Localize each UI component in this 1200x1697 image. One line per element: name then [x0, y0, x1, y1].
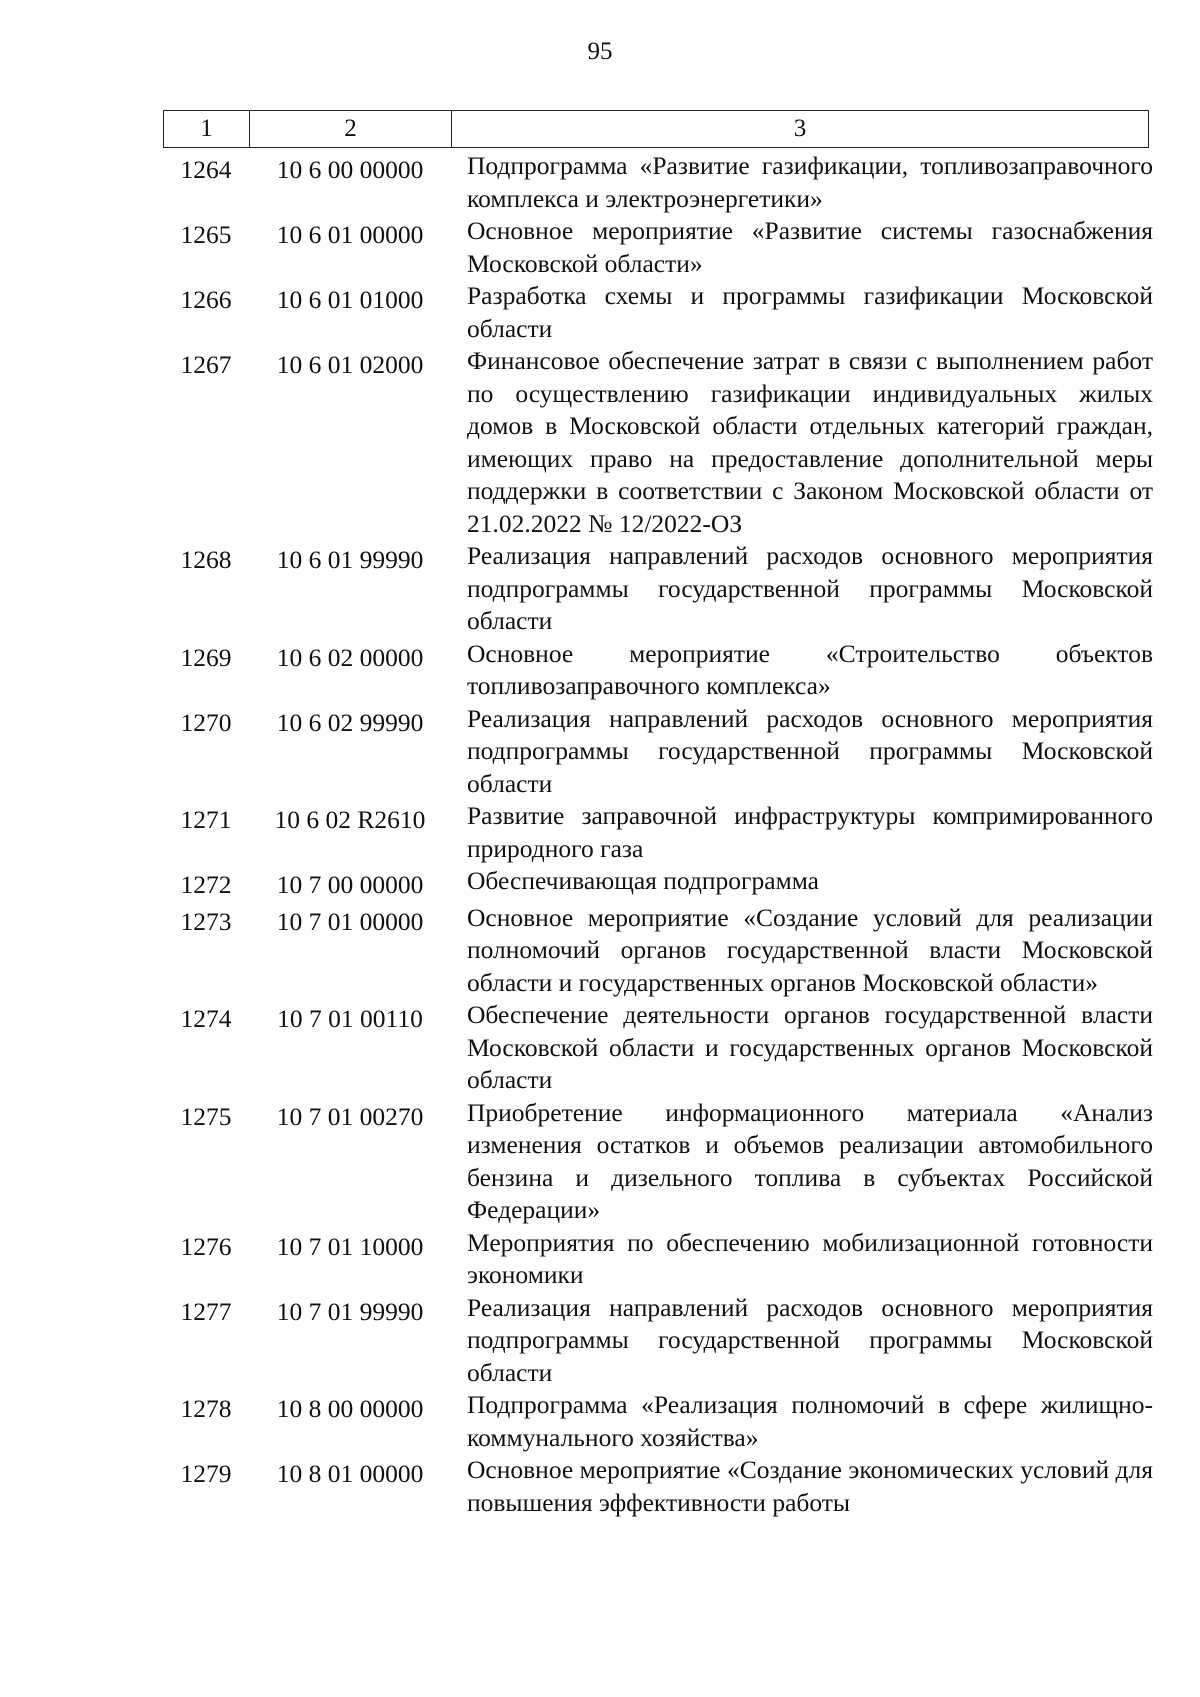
row-description: Основное мероприятие «Создание экономических условий для повышения эффективности работы [467, 1455, 1153, 1517]
table-row [163, 1292, 1153, 1390]
table-row [163, 902, 1153, 1000]
row-number: 1267 [180, 350, 232, 379]
row-description: Реализация направлений расходов основного мероприятия подпрограммы государственной программы Московской области [467, 703, 1153, 798]
row-code: 10 7 01 99990 [276, 1296, 424, 1326]
row-number: 1275 [180, 1101, 232, 1131]
row-description: Подпрограмма «Реализация полномочий в сфере жилищно-коммунального хозяйства» [467, 1390, 1153, 1452]
row-description: Обеспечивающая подпрограмма [467, 866, 819, 895]
row-code: 10 6 01 99990 [276, 545, 424, 574]
page-number: 95 [587, 38, 613, 65]
table-row [163, 1227, 1153, 1292]
table-body [163, 150, 1153, 1519]
table-header [163, 110, 1149, 148]
row-description: Развитие заправочной инфраструктуры компримированного природного газа [467, 801, 1153, 863]
table-row [163, 280, 1153, 345]
row-description: Основное мероприятие «Строительство объектов топливозаправочного комплекса» [467, 638, 1153, 700]
row-code: 10 6 01 00000 [276, 220, 424, 249]
row-code: 10 7 01 00110 [277, 1004, 423, 1033]
table-row [163, 1389, 1153, 1454]
row-number: 1279 [180, 1459, 232, 1488]
row-code: 10 6 01 01000 [276, 285, 424, 314]
row-number: 1268 [180, 545, 232, 574]
table-row [163, 999, 1153, 1097]
table-row [163, 150, 1153, 215]
header-col-1: 1 [164, 111, 250, 147]
row-number: 1272 [180, 870, 232, 899]
table-row [163, 638, 1153, 703]
row-code: 10 6 02 R2610 [274, 805, 426, 834]
row-code: 10 6 02 00000 [276, 642, 424, 672]
row-number: 1278 [180, 1394, 232, 1423]
row-number: 1277 [180, 1296, 232, 1326]
row-number: 1276 [180, 1231, 232, 1261]
table-row [163, 800, 1153, 865]
row-code: 10 8 01 00000 [276, 1459, 424, 1488]
row-description: Основное мероприятие «Развитие системы газоснабжения Московской области» [467, 216, 1153, 278]
table-row [163, 1097, 1153, 1227]
row-description: Подпрограмма «Развитие газификации, топливозаправочного комплекса и электроэнергетики» [467, 151, 1153, 213]
row-description: Обеспечение деятельности органов государственной власти Московской области и государственных органов Московской области [467, 1000, 1153, 1094]
table-row [163, 865, 1153, 902]
row-code: 10 7 01 10000 [276, 1231, 424, 1261]
row-description: Основное мероприятие «Создание условий для реализации полномочий органов государственной власти Московской области и государственных органов Московской области» [467, 902, 1153, 997]
row-number: 1265 [180, 220, 232, 249]
row-number: 1269 [180, 642, 232, 672]
row-description: Приобретение информационного материала «Анализ изменения остатков и объемов реализации автомобильного бензина и дизельного топлива в субъектах Российской Федерации» [467, 1097, 1153, 1224]
table-row [163, 215, 1153, 280]
row-code: 10 6 00 00000 [276, 155, 424, 184]
row-number: 1273 [180, 906, 232, 936]
row-description: Финансовое обеспечение затрат в связи с выполнением работ по осуществлению газификации индивидуальных жилых домов в Московской области отдельных категорий граждан, имеющих право на предоставление дополнительной меры поддержки в соответствии с Законом Московской области от 21.02.2022 № 12/2022-ОЗ [467, 346, 1153, 538]
row-code: 10 7 01 00270 [276, 1101, 424, 1131]
row-number: 1266 [180, 285, 232, 314]
row-number: 1271 [180, 805, 232, 834]
table-row [163, 1454, 1153, 1519]
row-number: 1264 [180, 155, 232, 184]
row-number: 1274 [180, 1004, 232, 1033]
row-code: 10 6 01 02000 [276, 350, 424, 379]
table-row [163, 345, 1153, 540]
row-code: 10 8 00 00000 [276, 1394, 424, 1423]
row-description: Разработка схемы и программы газификации Московской области [467, 281, 1153, 343]
table-row [163, 703, 1153, 801]
row-code: 10 6 02 99990 [276, 707, 424, 737]
header-col-2: 2 [250, 111, 452, 147]
row-code: 10 7 00 00000 [276, 870, 424, 899]
row-description: Реализация направлений расходов основного мероприятия подпрограммы государственной программы Московской области [467, 1292, 1153, 1387]
table-row [163, 540, 1153, 638]
row-number: 1270 [180, 707, 232, 737]
row-description: Мероприятия по обеспечению мобилизационной готовности экономики [467, 1227, 1153, 1289]
header-col-3: 3 [793, 115, 807, 142]
row-description: Реализация направлений расходов основного мероприятия подпрограммы государственной программы Московской области [467, 541, 1153, 635]
row-code: 10 7 01 00000 [276, 906, 424, 936]
